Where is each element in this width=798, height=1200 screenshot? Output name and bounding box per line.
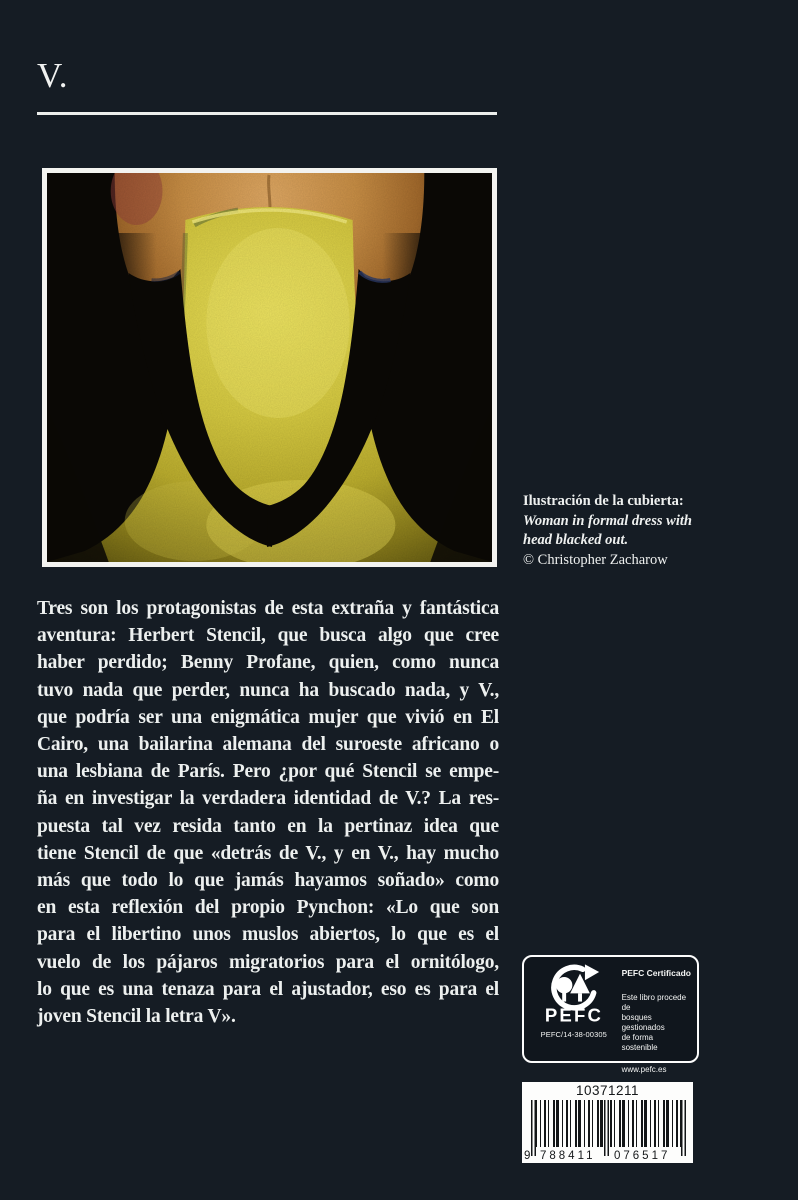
barcode-top-code: 10371211	[575, 1083, 640, 1098]
barcode-guard-bar	[604, 1100, 609, 1156]
synopsis-line: tiene Stencil de que «detrás de V., y en V., hay mucho	[37, 842, 499, 864]
synopsis-line: aventura: Herbert Stencil, que busca algo que cree	[37, 625, 499, 647]
synopsis-line: Tres son los protagonistas de esta extraña y fantástica	[37, 598, 499, 619]
synopsis-line: joven Stencil la letra V».	[37, 1006, 236, 1028]
pefc-logo-icon	[539, 964, 609, 1026]
isbn-first-digit: 9	[524, 1150, 534, 1162]
synopsis-line: lo que es una tenaza para el ajustador, eso es para el	[37, 978, 499, 1000]
synopsis-line: que podría ser una enigmática mujer que vivió en El	[37, 706, 499, 728]
pefc-certified-label: PEFC Certificado	[621, 968, 691, 978]
cover-illustration-frame	[42, 168, 497, 567]
synopsis-line: en esta reflexión del propio Pynchon: «Lo que son	[37, 897, 499, 919]
pefc-license-code: PEFC/14-38-00305	[540, 1030, 607, 1039]
isbn-group1: 788411	[540, 1150, 596, 1162]
pefc-text-column	[616, 964, 691, 1074]
pefc-logo-column	[532, 964, 616, 1055]
synopsis-line: ña en investigar la verdadera identidad de V.? La res-	[37, 788, 499, 810]
pefc-statement	[622, 993, 691, 1053]
synopsis-line: haber perdido; Benny Profane, quien, como nunca	[37, 652, 499, 674]
pefc-statement-line: de forma sostenible	[621, 1033, 658, 1052]
title-rule-divider	[37, 112, 497, 115]
book-title: V.	[37, 56, 69, 95]
cover-caption	[523, 492, 692, 570]
pefc-statement-line: bosques gestionados	[621, 1013, 665, 1032]
isbn-group2: 076517	[614, 1150, 671, 1162]
pefc-statement-line: Este libro procede de	[621, 993, 687, 1012]
synopsis-line: Cairo, una bailarina alemana del suroeste africano o	[37, 734, 499, 756]
pefc-wordmark: PEFC	[544, 1004, 603, 1026]
synopsis-line: más que todo lo que jamás hayamos soñado» como	[37, 870, 499, 892]
pefc-certification-box	[522, 955, 699, 1074]
synopsis-line: puesta tal vez resida tanto en la pertinaz idea que	[37, 815, 499, 837]
cover-illustration-woman-in-formal-dress	[47, 173, 492, 562]
barcode-guard-bar	[681, 1100, 686, 1156]
barcode-guard-bar	[531, 1100, 536, 1156]
synopsis-line: una lesbiana de París. Pero ¿por qué Stencil se empe-	[37, 761, 499, 783]
isbn-barcode	[522, 1082, 693, 1163]
synopsis-line: vuelo de los pájaros migratorios para el ornitólogo,	[37, 951, 499, 973]
synopsis-line: para el libertino unos muslos abiertos, lo que es el	[37, 924, 499, 946]
caption-work-title-line1: Woman in formal dress with	[523, 512, 692, 529]
caption-credit: © Christopher Zacharow	[523, 551, 668, 568]
synopsis-text	[37, 595, 499, 1030]
caption-work-title-line2: head blacked out.	[523, 532, 629, 548]
synopsis-line: tuvo nada que perder, nunca ha buscado nada, y V.,	[37, 679, 499, 701]
pefc-website: www.pefc.es	[621, 1065, 667, 1074]
caption-heading: Ilustración de la cubierta:	[523, 493, 684, 509]
